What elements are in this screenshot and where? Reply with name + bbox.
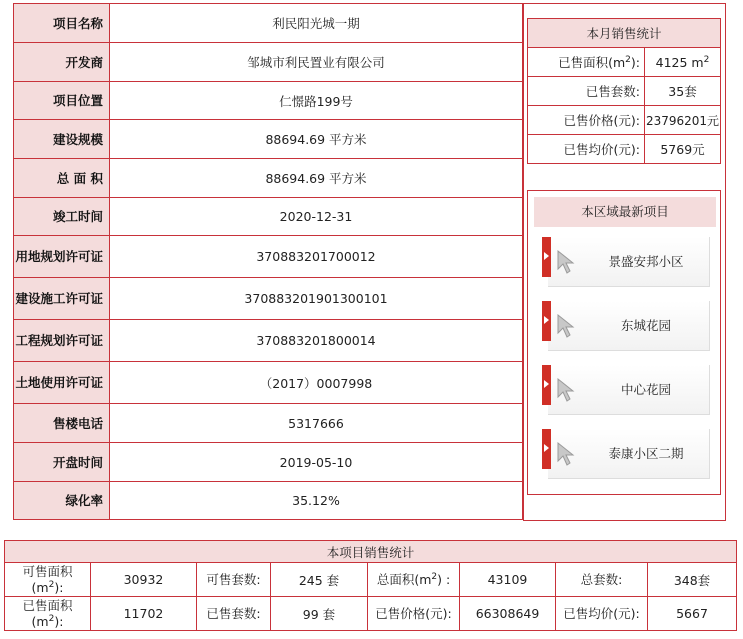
avg-price-value: 5667: [648, 597, 737, 631]
info-value: （2017）0007998: [110, 362, 523, 404]
info-row-name: [14, 4, 523, 43]
info-value: 5317666: [110, 404, 523, 443]
project-link[interactable]: 泰康小区二期: [608, 446, 684, 461]
project-info-table: [13, 3, 523, 520]
info-value: 2020-12-31: [110, 198, 523, 236]
info-row-opening: [14, 443, 523, 482]
sold-price-value: 66308649: [460, 597, 556, 631]
monthly-sales-table: [527, 18, 721, 164]
info-row-greening: [14, 482, 523, 520]
sold-area-label: 已售面积$(m^2)$:: [528, 48, 645, 77]
available-units-value: 245 套: [271, 563, 368, 597]
info-value: 仁憬路199号: [110, 82, 523, 120]
avg-price-value: 5769元: [645, 135, 721, 164]
project-link[interactable]: 东城花园: [620, 318, 671, 333]
info-value: 利民阳光城一期: [110, 4, 523, 43]
latest-projects-panel: [527, 190, 721, 495]
sold-price-label: 已售价格(元):: [368, 597, 460, 631]
red-tab-icon: [542, 365, 551, 405]
latest-project-item[interactable]: [542, 237, 712, 289]
info-key: 建设施工许可证: [14, 278, 110, 320]
total-area-value: 43109: [460, 563, 556, 597]
total-units-value: 348套: [648, 563, 737, 597]
sold-units-value: 99 套: [271, 597, 368, 631]
project-sales-table: [4, 540, 737, 631]
info-row-developer: [14, 43, 523, 82]
cursor-icon: [556, 249, 578, 275]
red-tab-icon: [542, 237, 551, 277]
sold-area-value: 4125 $m^2$: [645, 48, 721, 77]
info-row-land-permit: [14, 236, 523, 278]
available-area-value: 30932: [91, 563, 197, 597]
cursor-icon: [556, 441, 578, 467]
cursor-icon: [556, 377, 578, 403]
latest-projects-title: 本区域最新项目: [534, 197, 716, 227]
info-key: 用地规划许可证: [14, 236, 110, 278]
info-value: 邹城市利民置业有限公司: [110, 43, 523, 82]
info-key: 总 面 积: [14, 159, 110, 198]
sold-units-label: 已售套数:: [197, 597, 271, 631]
available-units-label: 可售套数:: [197, 563, 271, 597]
total-area-label: 总面积$(m^2)$ :: [368, 563, 460, 597]
red-tab-icon: [542, 301, 551, 341]
monthly-sales-title: 本月销售统计: [528, 19, 721, 48]
project-link[interactable]: 中心花园: [620, 382, 671, 397]
info-row-engineering-permit: [14, 320, 523, 362]
info-key: 土地使用许可证: [14, 362, 110, 404]
info-value: 370883201901300101: [110, 278, 523, 320]
info-key: 项目位置: [14, 82, 110, 120]
info-key: 绿化率: [14, 482, 110, 520]
red-tab-icon: [542, 429, 551, 469]
info-key: 工程规划许可证: [14, 320, 110, 362]
info-row-land-use-permit: [14, 362, 523, 404]
sold-units-label: 已售套数:: [528, 77, 645, 106]
latest-project-item[interactable]: [542, 429, 712, 481]
info-value: 2019-05-10: [110, 443, 523, 482]
info-row-phone: [14, 404, 523, 443]
project-link[interactable]: 景盛安邦小区: [608, 254, 684, 269]
info-row-scale: [14, 120, 523, 159]
project-sales-title: 本项目销售统计: [5, 541, 737, 563]
latest-project-item[interactable]: [542, 365, 712, 417]
divider: [725, 3, 726, 521]
divider: [523, 520, 726, 521]
avg-price-label: 已售均价(元):: [528, 135, 645, 164]
divider: [523, 3, 726, 4]
info-value: 88694.69 平方米: [110, 120, 523, 159]
info-row-total-area: [14, 159, 523, 198]
info-row-construction-permit: [14, 278, 523, 320]
sold-area-label: 已售面积 $(m^2)$:: [5, 597, 91, 631]
info-key: 售楼电话: [14, 404, 110, 443]
available-area-label: 可售面积 $(m^2)$:: [5, 563, 91, 597]
info-row-completion: [14, 198, 523, 236]
info-key: 竣工时间: [14, 198, 110, 236]
info-value: 88694.69 平方米: [110, 159, 523, 198]
divider: [523, 3, 524, 521]
sold-price-label: 已售价格(元):: [528, 106, 645, 135]
info-value: 370883201700012: [110, 236, 523, 278]
info-value: 35.12%: [110, 482, 523, 520]
sold-area-value: 11702: [91, 597, 197, 631]
info-key: 开发商: [14, 43, 110, 82]
info-key: 开盘时间: [14, 443, 110, 482]
cursor-icon: [556, 313, 578, 339]
latest-project-item[interactable]: [542, 301, 712, 353]
sold-units-value: 35套: [645, 77, 721, 106]
info-row-location: [14, 82, 523, 120]
info-key: 建设规模: [14, 120, 110, 159]
avg-price-label: 已售均价(元):: [556, 597, 648, 631]
info-value: 370883201800014: [110, 320, 523, 362]
total-units-label: 总套数:: [556, 563, 648, 597]
info-key: 项目名称: [14, 4, 110, 43]
sold-price-value: 23796201元: [645, 106, 721, 135]
